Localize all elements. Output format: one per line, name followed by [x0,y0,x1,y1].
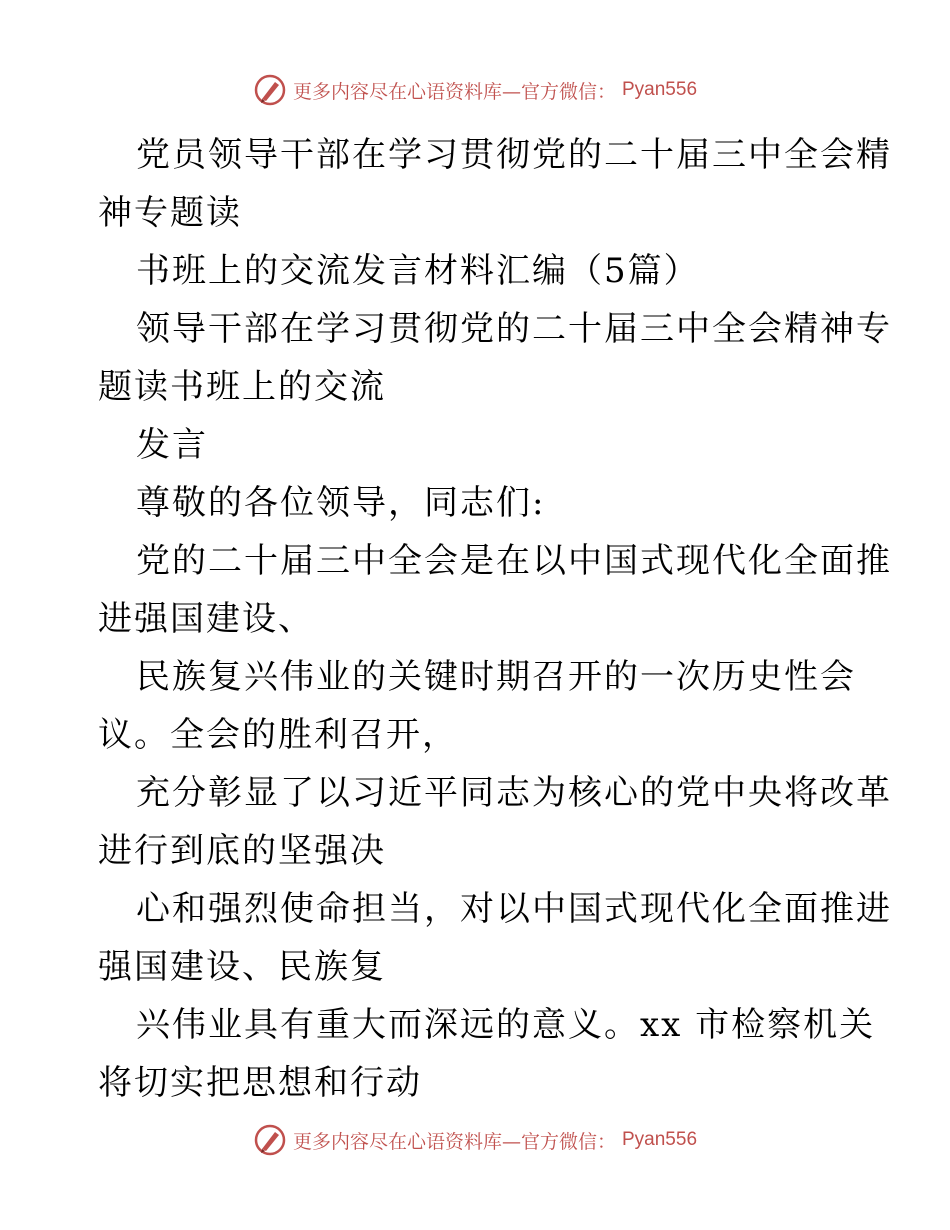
text-line: 兴伟业具有重大而深远的意义。xx 市检察机关 [136,1005,876,1045]
text-line: 心和强烈使命担当，对以中国式现代化全面推进 [136,889,892,929]
banner-text: 更多内容尽在心语资料库—官方微信： [292,1130,616,1153]
text-line: 议。全会的胜利召开， [98,715,458,755]
text-line: 题读书班上的交流 [98,367,386,407]
text-line: 将切实把思想和行动 [98,1063,422,1103]
text-line: 充分彰显了以习近平同志为核心的党中央将改革 [136,773,892,813]
text-line: 党员领导干部在学习贯彻党的二十届三中全会精 [136,135,892,175]
pen-logo-icon [253,1123,287,1157]
banner-wechat-id: Pyan556 [622,1129,698,1150]
text-line: 进强国建设、 [98,599,314,639]
text-line: 神专题读 [98,193,242,233]
text-line: 党的二十届三中全会是在以中国式现代化全面推 [136,541,892,581]
text-line: 强国建设、民族复 [98,947,386,987]
text-line: 书班上的交流发言材料汇编（5篇） [136,251,700,291]
header-banner [0,70,950,110]
text-line: 民族复兴伟业的关键时期召开的一次历史性会 [136,657,856,697]
text-line: 发言 [136,425,208,465]
pen-logo-icon [253,73,287,107]
banner-text: 更多内容尽在心语资料库—官方微信： [292,80,616,103]
footer-banner [0,1120,950,1160]
text-line: 领导干部在学习贯彻党的二十届三中全会精神专 [136,309,892,349]
text-line: 尊敬的各位领导，同志们: [136,483,546,523]
document-body [98,126,892,1112]
banner-wechat-id: Pyan556 [622,79,698,100]
text-line: 进行到底的坚强决 [98,831,386,871]
